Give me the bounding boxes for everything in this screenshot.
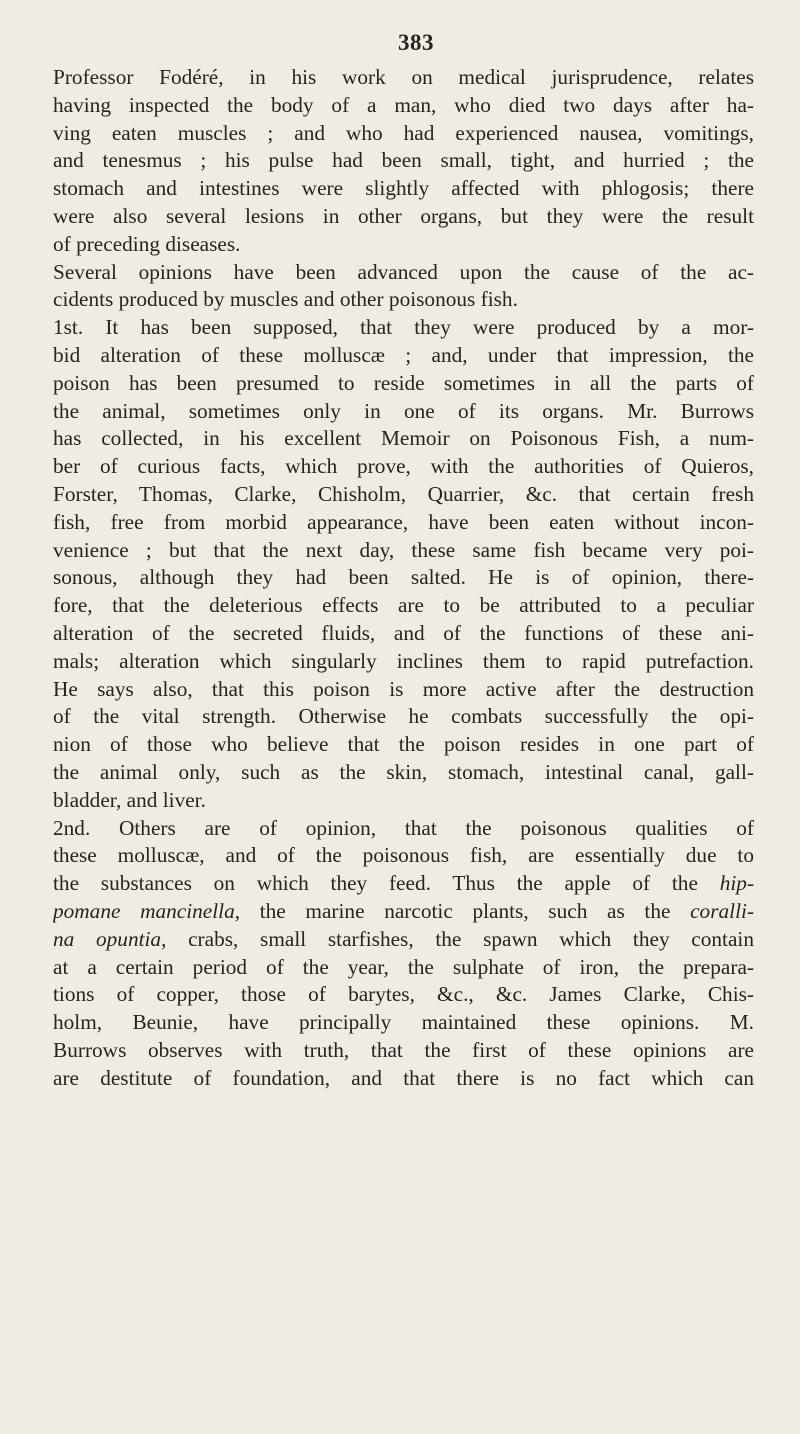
text-segment: fish, free from morbid appearance, have been eaten without incon- bbox=[53, 509, 754, 534]
text-line bbox=[53, 481, 754, 509]
italic-text: na opuntia bbox=[53, 926, 162, 951]
text-segment: of the vital strength. Otherwise he combats successfully the opi- bbox=[53, 704, 754, 729]
text-segment: tions of copper, those of barytes, &c., &c. James Clarke, Chis- bbox=[53, 982, 754, 1007]
text-segment: poison has been presumed to reside sometimes in all the parts of bbox=[53, 370, 754, 395]
text-line bbox=[53, 759, 754, 787]
text-segment: Professor Fodéré, in his work on medical jurisprudence, relates bbox=[53, 65, 754, 89]
text-line bbox=[53, 92, 754, 120]
text-segment: of preceding diseases. bbox=[53, 231, 241, 256]
text-segment: cidents produced by muscles and other poisonous fish. bbox=[53, 287, 518, 312]
italic-text: hip- bbox=[719, 871, 754, 896]
text-line bbox=[53, 898, 754, 926]
text-segment: bid alteration of these molluscæ ; and, under that impression, the bbox=[53, 342, 754, 367]
text-segment: , the marine narcotic plants, such as the bbox=[234, 898, 691, 923]
text-segment: ber of curious facts, which prove, with the authorities of Quieros, bbox=[53, 454, 754, 479]
body-text bbox=[53, 64, 754, 1092]
text-line bbox=[53, 620, 754, 648]
text-line bbox=[53, 259, 754, 287]
text-line bbox=[53, 1037, 754, 1065]
text-segment: bladder, and liver. bbox=[53, 787, 206, 812]
text-line bbox=[53, 926, 754, 954]
text-line bbox=[53, 703, 754, 731]
text-line bbox=[53, 147, 754, 175]
page-number: 383 bbox=[398, 30, 434, 55]
text-line bbox=[53, 537, 754, 565]
text-line bbox=[53, 425, 754, 453]
text-line bbox=[53, 398, 754, 426]
text-line bbox=[53, 370, 754, 398]
text-segment: the animal only, such as the skin, stomach, intestinal canal, gall- bbox=[53, 759, 754, 784]
text-segment: these molluscæ, and of the poisonous fish, are essentially due to bbox=[53, 843, 754, 868]
text-line bbox=[53, 286, 754, 314]
text-line bbox=[53, 120, 754, 148]
text-segment: nion of those who believe that the poison resides in one part of bbox=[53, 732, 754, 757]
text-line bbox=[53, 731, 754, 759]
text-line bbox=[53, 453, 754, 481]
text-line bbox=[53, 342, 754, 370]
text-segment: Burrows observes with truth, that the first of these opinions are bbox=[53, 1037, 754, 1062]
text-segment: 1st. It has been supposed, that they were produced by a mor- bbox=[53, 315, 754, 340]
text-segment: venience ; but that the next day, these same fish became very poi- bbox=[53, 537, 754, 562]
text-line bbox=[53, 564, 754, 592]
text-segment: mals; alteration which singularly inclines them to rapid putrefaction. bbox=[53, 648, 754, 673]
italic-text: pomane mancinella bbox=[53, 898, 235, 923]
text-segment: 2nd. Others are of opinion, that the poisonous qualities of bbox=[53, 815, 754, 840]
text-line bbox=[53, 64, 754, 92]
text-segment: , crabs, small starfishes, the spawn which they contain bbox=[161, 926, 754, 951]
text-line bbox=[53, 815, 754, 843]
text-line bbox=[53, 509, 754, 537]
text-segment: are destitute of foundation, and that there is no fact which can bbox=[53, 1065, 754, 1090]
text-line bbox=[53, 787, 754, 815]
text-line bbox=[53, 203, 754, 231]
text-segment: having inspected the body of a man, who died two days after ha- bbox=[53, 92, 754, 117]
text-line bbox=[53, 314, 754, 342]
text-segment: He says also, that this poison is more active after the destruction bbox=[53, 676, 754, 701]
text-segment: were also several lesions in other organs, but they were the result bbox=[53, 203, 754, 228]
text-line bbox=[53, 231, 754, 259]
text-segment: Forster, Thomas, Clarke, Chisholm, Quarrier, &c. that certain fresh bbox=[53, 481, 754, 506]
text-line bbox=[53, 676, 754, 704]
text-segment: stomach and intestines were slightly affected with phlogosis; there bbox=[53, 176, 754, 201]
text-segment: and tenesmus ; his pulse had been small, tight, and hurried ; the bbox=[53, 148, 754, 173]
text-segment: has collected, in his excellent Memoir on Poisonous Fish, a num- bbox=[53, 426, 754, 451]
text-line bbox=[53, 175, 754, 203]
text-line bbox=[53, 648, 754, 676]
text-line bbox=[53, 842, 754, 870]
text-segment: at a certain period of the year, the sulphate of iron, the prepara- bbox=[53, 954, 754, 979]
text-line bbox=[53, 870, 754, 898]
text-segment: fore, that the deleterious effects are to be attributed to a peculiar bbox=[53, 593, 754, 618]
text-segment: alteration of the secreted fluids, and of the functions of these ani- bbox=[53, 620, 754, 645]
text-segment: holm, Beunie, have principally maintained these opinions. M. bbox=[53, 1010, 754, 1035]
text-line bbox=[53, 1065, 754, 1093]
text-segment: ving eaten muscles ; and who had experienced nausea, vomitings, bbox=[53, 120, 754, 145]
text-line bbox=[53, 592, 754, 620]
text-segment: the substances on which they feed. Thus the apple of the bbox=[53, 871, 720, 896]
italic-text: coralli- bbox=[690, 898, 754, 923]
text-line bbox=[53, 1009, 754, 1037]
text-line bbox=[53, 981, 754, 1009]
text-line bbox=[53, 954, 754, 982]
text-segment: Several opinions have been advanced upon the cause of the ac- bbox=[53, 259, 754, 284]
text-segment: the animal, sometimes only in one of its organs. Mr. Burrows bbox=[53, 398, 754, 423]
text-segment: sonous, although they had been salted. He is of opinion, there- bbox=[53, 565, 754, 590]
